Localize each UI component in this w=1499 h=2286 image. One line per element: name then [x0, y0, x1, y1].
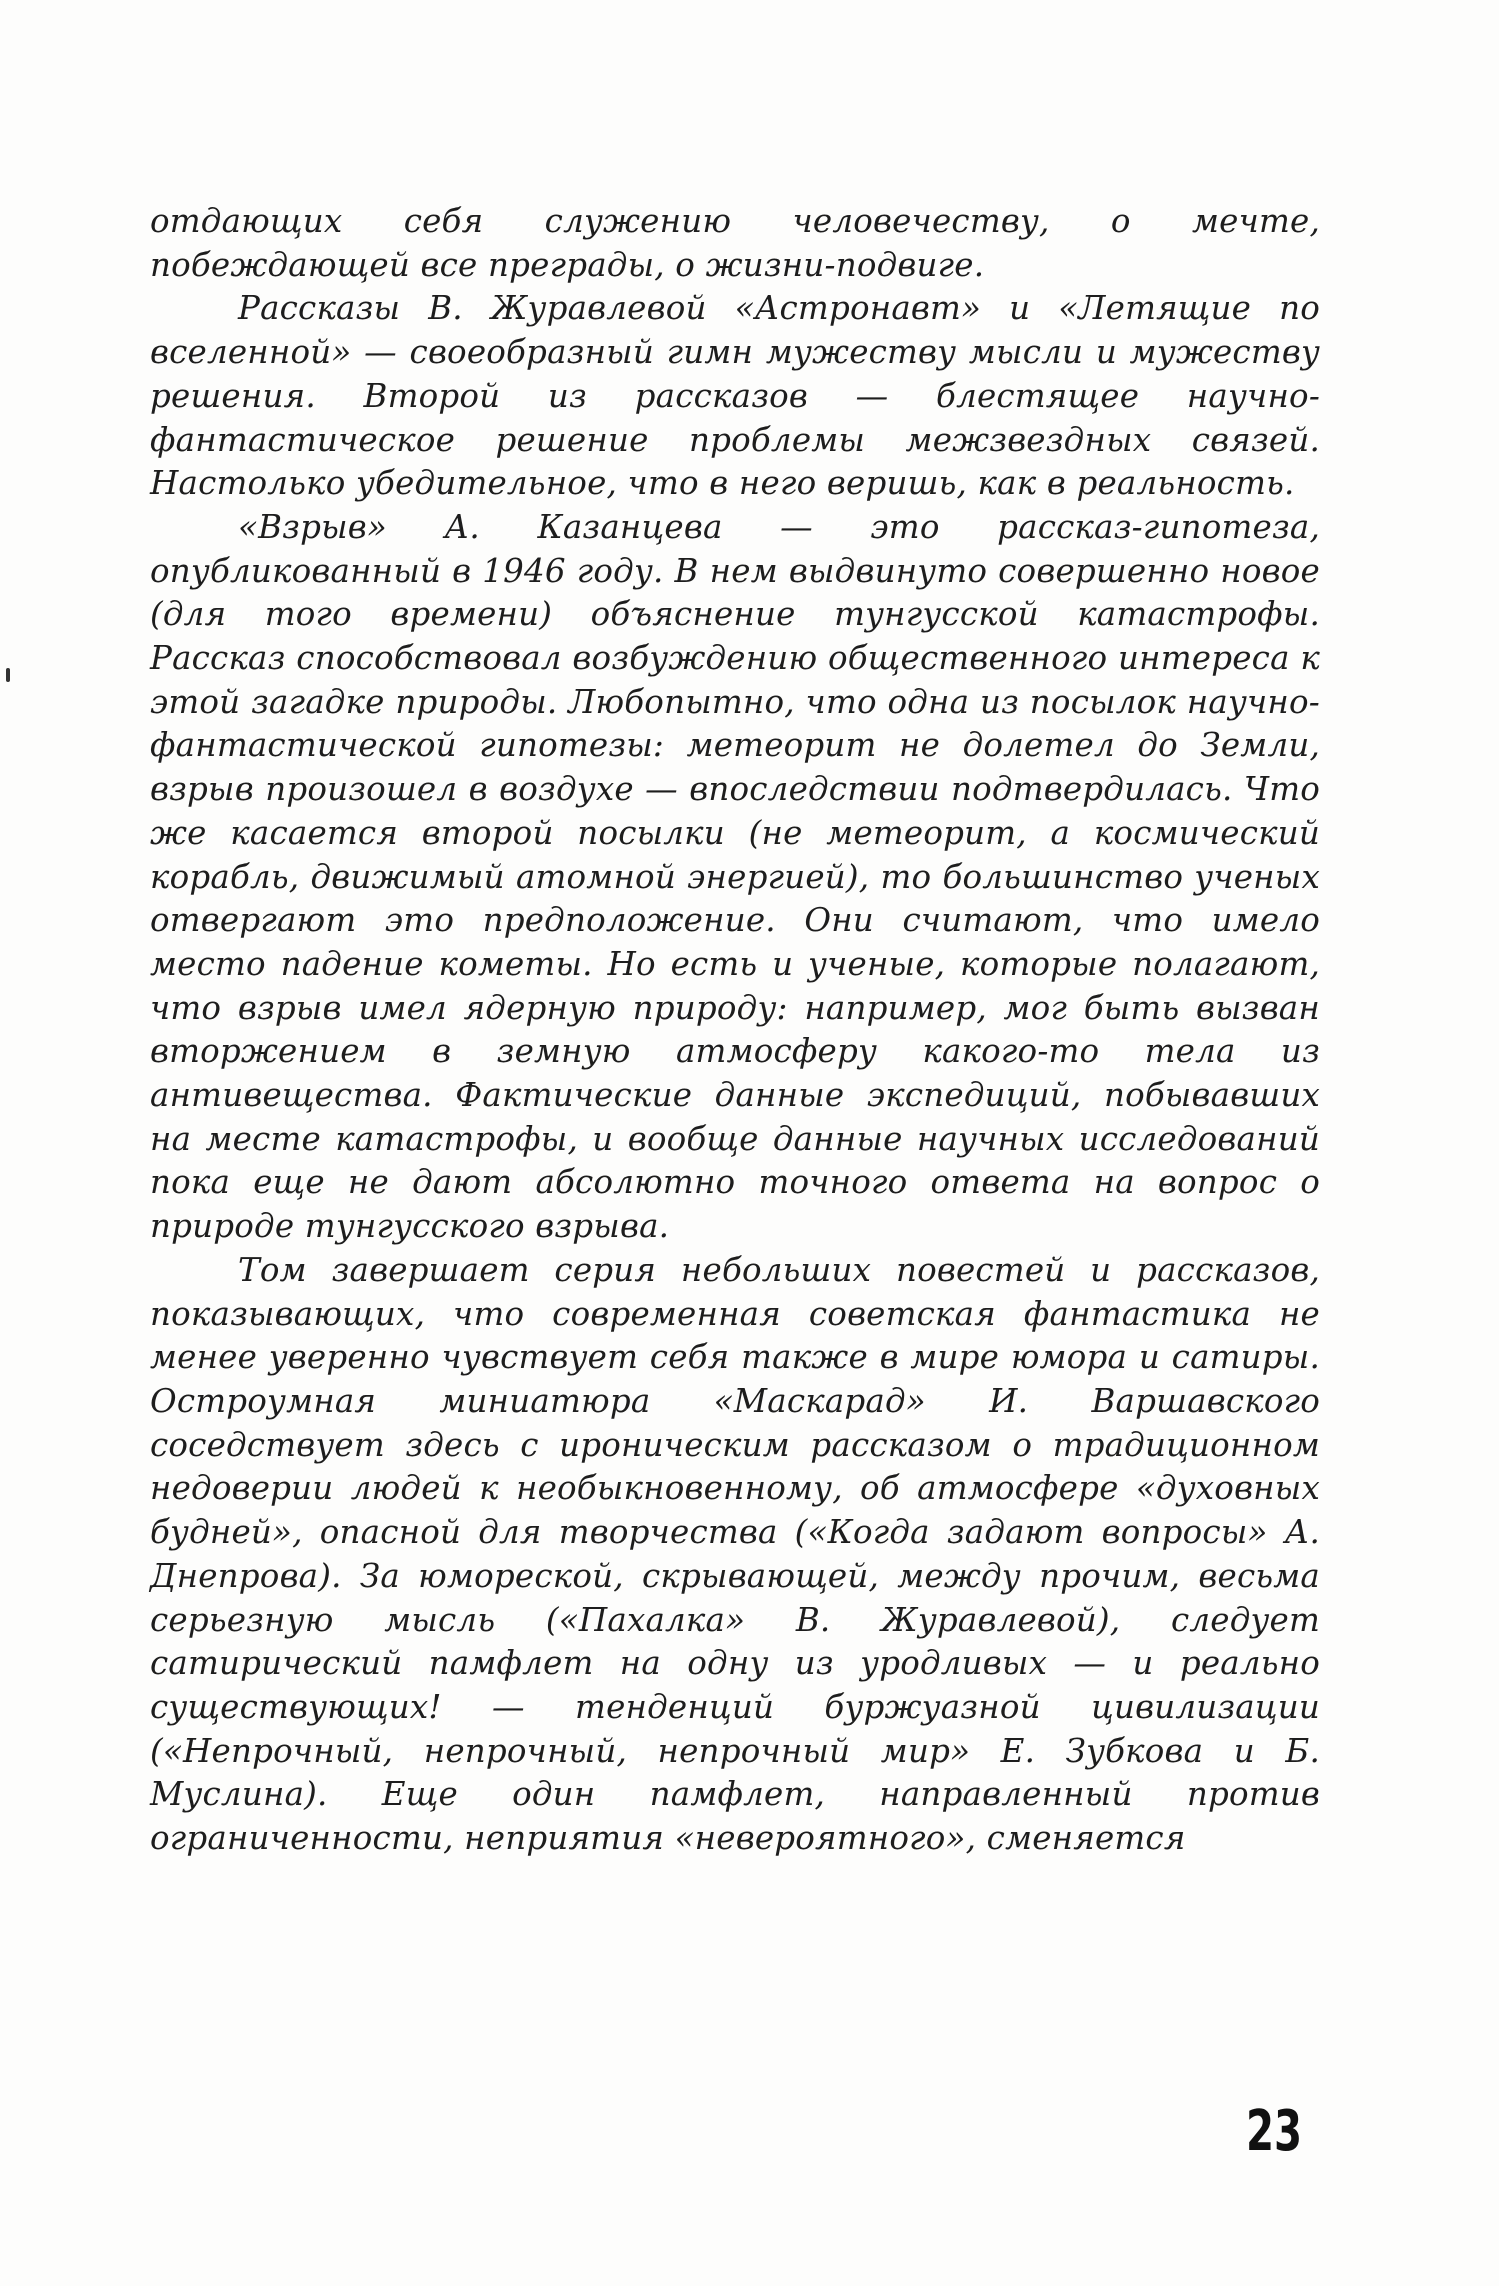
margin-ink-mark	[6, 668, 10, 682]
body-text	[150, 200, 1320, 1861]
paragraph-4: Том завершает серия небольших повестей и рассказов, показывающих, что современная советская фантастика не менее уверенно чувствует себя также в мире юмора и сатиры. Остроумная миниатюра «Маскарад» И. Варшавского соседствует здесь с ироническим рассказом о традиционном недоверии людей к необыкновенному, об атмосфере «духовных будней», опасной для творчества («Когда задают вопросы» А. Днепрова). За юмореской, скрывающей, между прочим, весьма серьезную мысль («Пахалка» В. Журавлевой), следует сатирический памфлет на одну из уродливых — и реально существующих! — тенденций буржуазной цивилизации («Непрочный, непрочный, непрочный мир» Е. Зубкова и Б. Муслина). Еще один памфлет, направленный против ограниченности, неприятия «невероятного», сменяется	[150, 1250, 1320, 1858]
paragraph-2: Рассказы В. Журавлевой «Астронавт» и «Летящие по вселенной» — своеобразный гимн мужеству мысли и мужеству решения. Второй из рассказов — блестящее научно-фантастическое решение проблемы межзвездных связей. Настолько убедительное, что в него веришь, как в реальность.	[150, 289, 1320, 503]
page-number: 23	[1246, 2099, 1303, 2164]
paragraph-1: отдающих себя служению человечеству, о мечте, побеждающей все преграды, о жизни-подвиге.	[150, 202, 1320, 284]
paragraph-3: «Взрыв» А. Казанцева — это рассказ-гипотеза, опубликованный в 1946 году. В нем выдвинуто совершенно новое (для того времени) объяснение тунгусской катастрофы. Рассказ способствовал возбуждению общественного интереса к этой загадке природы. Любопытно, что одна из посылок научно-фантастической гипотезы: метеорит не долетел до Земли, взрыв произошел в воздухе — впоследствии подтвердилась. Что же касается второй посылки (не метеорит, а космический корабль, движимый атомной энергией), то большинство ученых отвергают это предположение. Они считают, что имело место падение кометы. Но есть и ученые, которые полагают, что взрыв имел ядерную природу: например, мог быть вызван вторжением в земную атмосферу какого-то тела из антивещества. Фактические данные экспедиций, побывавших на месте катастрофы, и вообще данные научных исследований пока еще не дают абсолютно точного ответа на вопрос о природе тунгусского взрыва.	[150, 507, 1320, 1246]
